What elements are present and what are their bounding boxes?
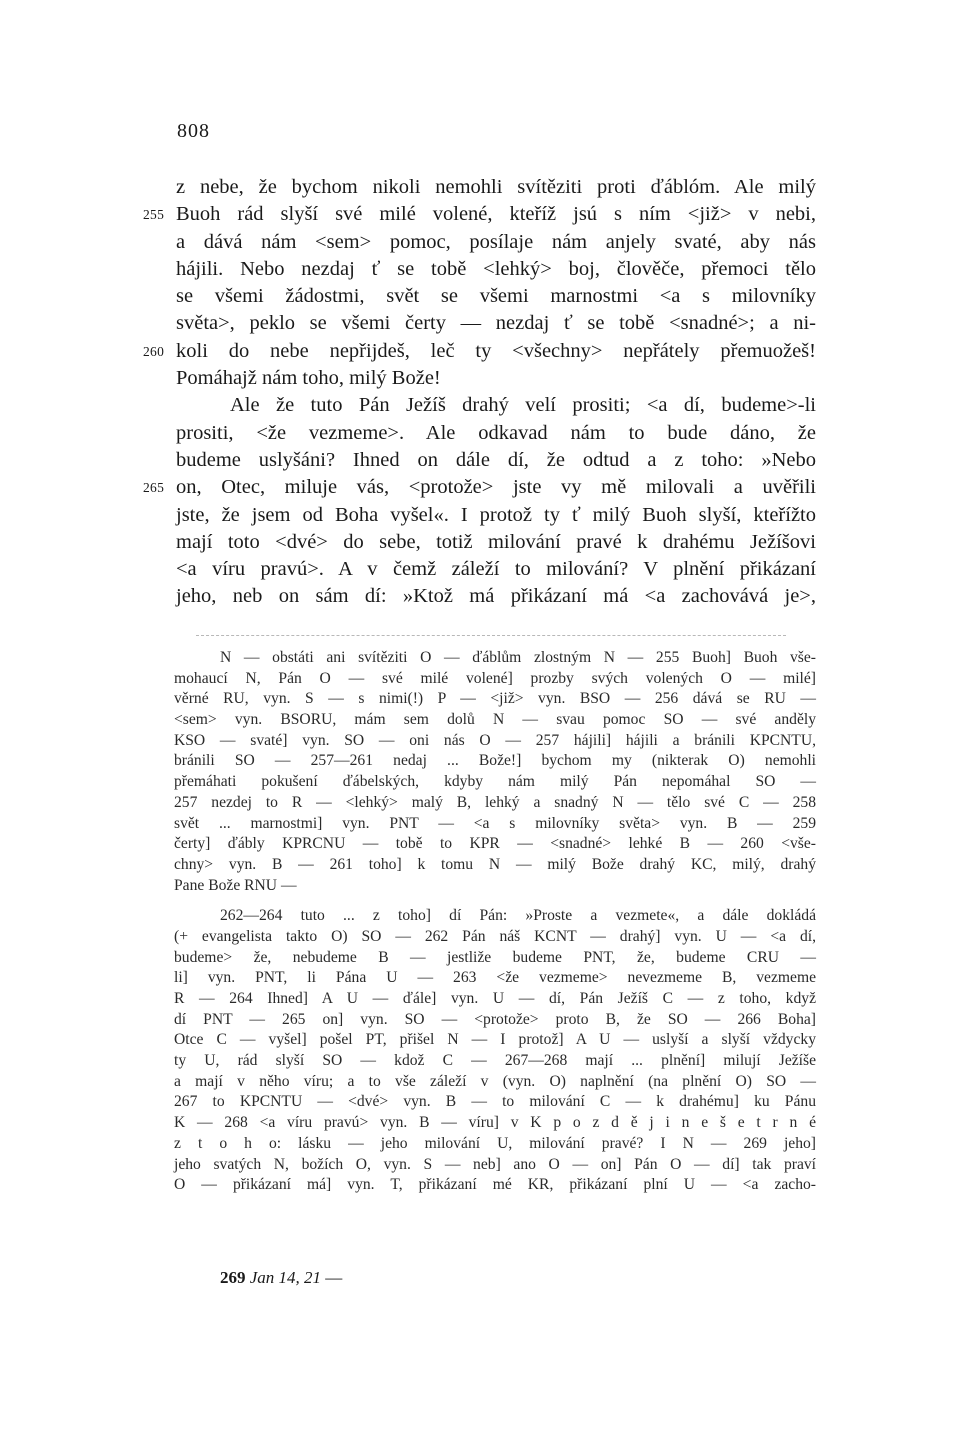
apparatus-line: 257 nezdej to R — <lehký> malý B, lehký a snadný N — tělo své C — 258 [174,793,816,811]
apparatus-line: K — 268 <a víru pravú> vyn. B — víru] v K p o z d ě j i n e š e t r n é [174,1114,816,1132]
text-line [176,556,816,583]
text-line [143,201,816,228]
line-text: jeho, neb on sám dí: »Ktož má přikázaní má <a zachovává je>, [176,585,816,608]
text-line [176,583,816,610]
line-text: se všemi žádostmi, svět se všemi marnostmi <a s milovníky [176,285,816,308]
apparatus-line: KSO — svaté] vyn. SO — oni nás O — 257 hájili] hájili a bránili KPCNTU, [174,731,816,749]
apparatus-line: chny> vyn. B — 261 toho] k tomu N — milý Bože drahý KC, milý, drahý [174,855,816,873]
apparatus-line: Otce C — vyšel] pošel PT, přišel N — I protož] A U — uslyší a slyší vždycky [174,1031,816,1049]
line-number: 260 [143,343,165,359]
line-text: <a víru pravú>. A v čemž záleží to milování? V plnění přikázaní [176,558,816,581]
apparatus-line: jeho svatých N, božích O, vyn. S — neb] ano O — on] Pán O — dí] tak praví [174,1155,816,1173]
line-text: koli do nebe nepřijdeš, leč ty <všechny> nepřátely přemuožeš! [176,339,816,362]
line-text: Buoh rád slyší své milé volené, kteříž jsú s ním <již> v nebi, [176,203,816,226]
apparatus-line: <sem> vyn. BSORU, mám sem dolů N — svau pomoc SO — své anděly [174,711,816,729]
text-line [176,283,816,310]
apparatus-line: čerty] ďábly KPRCNU — tobě to KPR — <snadné> lehké B — 260 <vše- [174,835,816,853]
apparatus-line: N — obstáti ani svítěziti O — ďáblům zlostným N — 255 Buoh] Buoh vše- [220,649,816,666]
apparatus-line: přemáhati pokušení ďábelských, kdyby nám milý Pán nepomáhal SO — [174,773,816,791]
line-text: a dává nám <sem> pomoc, posílaje nám anjely svaté, aby nás [176,230,816,253]
line-number: 265 [143,480,165,496]
scripture-dash: — [325,1268,343,1287]
apparatus-line: budeme> že, nebudeme B — jestliže budeme PNT, že, budeme CRU — [174,948,816,966]
apparatus-line: z t o h o: lásku — jeho milování U, milování pravé? I N — 269 jeho] [174,1134,816,1152]
apparatus-line: 262—264 tuto ... z toho] dí Pán: »Proste a vezmete«, a dále dokládá [220,907,816,925]
apparatus-line: li] vyn. PNT, li Pána U — 263 <že vezmeme> nevezmeme B, vezmeme [174,969,816,987]
text-line [176,447,816,474]
line-number: 255 [143,207,165,223]
line-text: mají toto <dvé> do sebe, totiž milování pravé k drahému Ježíšovi [176,530,816,553]
line-text: jste, že jsem od Boha vyšel«. I protož ty ť milý Buoh slyší, kteřížto [176,503,816,526]
line-text: budeme uslyšáni? Ihned on dále dí, že odtud a z toho: »Nebo [176,448,816,471]
apparatus-line: R — 264 Ihned] A U — ďále] vyn. U — dí, Pán Ježíš C — z toho, když [174,990,816,1007]
text-line [176,256,816,283]
apparatus-line: ty U, rád slyší SO — kdož C — 267—268 mají ... plnění] milují Ježíše [174,1052,816,1070]
apparatus-line: 267 to KPCNTU — <dvé> vyn. B — to milování C — k drahému] ku Pánu [174,1093,816,1111]
line-text: světa>, peklo se všemi čerty — nezdaj ť se tobě <snadné>; a ni- [176,312,816,335]
line-text: Ale že tuto Pán Ježíš drahý velí prositi; <a dí, budeme>-li [230,394,816,417]
page-number: 808 [177,120,210,142]
text-line [176,310,816,337]
apparatus-line: (+ evangelista takto O) SO — 262 Pán náš KCNT — drahý] vyn. U — <a dí, [174,927,816,945]
line-text: hájili. Nebo nezdaj ť se tobě <lehký> boj, člověče, přemoci tělo [176,257,816,280]
apparatus-line: bránili SO — 257—261 nedaj ... Bože!] bychom my (nikterak O) nemohli [174,752,816,770]
apparatus-line: mohaucí N, Pán O — své milé volené] prozby svých volených O — milé] [174,669,816,687]
text-line [176,529,816,556]
scripture-citation: Jan 14, 21 [249,1268,322,1287]
text-line [143,474,816,501]
text-line [176,229,816,256]
line-text: prositi, <že vezmeme>. Ale odkavad nám to bude dáno, že [176,421,816,444]
scripture-line-number: 269 [220,1268,246,1287]
scripture-reference [220,1268,342,1288]
text-line [143,338,816,365]
line-text: on, Otec, miluje vás, <protože> jste vy mě milovali a uvěřili [176,476,816,499]
text-line [176,392,816,419]
text-line [176,420,816,447]
main-text [143,174,816,611]
apparatus-line: věrné RU, vyn. S — s nimi(!) P — <již> vyn. BSO — 256 dává se RU — [174,690,816,708]
apparatus-line: a mají v něho víru; a to vše záleží v (vyn. O) naplnění (na plnění O) SO — [174,1072,816,1090]
apparatus-line: O — přikázaní má] vyn. T, přikázaní mé KR, přikázaní plní U — <a zacho- [174,1176,816,1194]
text-line [176,502,816,529]
text-line [176,174,816,201]
apparatus-line: Pane Bože RNU — [174,876,297,894]
text-line [176,365,816,392]
line-text: z nebe, že bychom nikoli nemohli svítěziti proti ďáblóm. Ale milý [176,176,816,198]
line-text: Pomáhajž nám toho, milý Bože! [176,367,441,390]
apparatus-line: svět ... marnostmi] vyn. PNT — <a s milovníky světa> vyn. B — 259 [174,814,816,832]
apparatus-divider [196,635,786,636]
critical-apparatus [174,648,816,1196]
apparatus-line: dí PNT — 265 on] vyn. SO — <protože> proto B, že SO — 266 Boha] [174,1010,816,1028]
